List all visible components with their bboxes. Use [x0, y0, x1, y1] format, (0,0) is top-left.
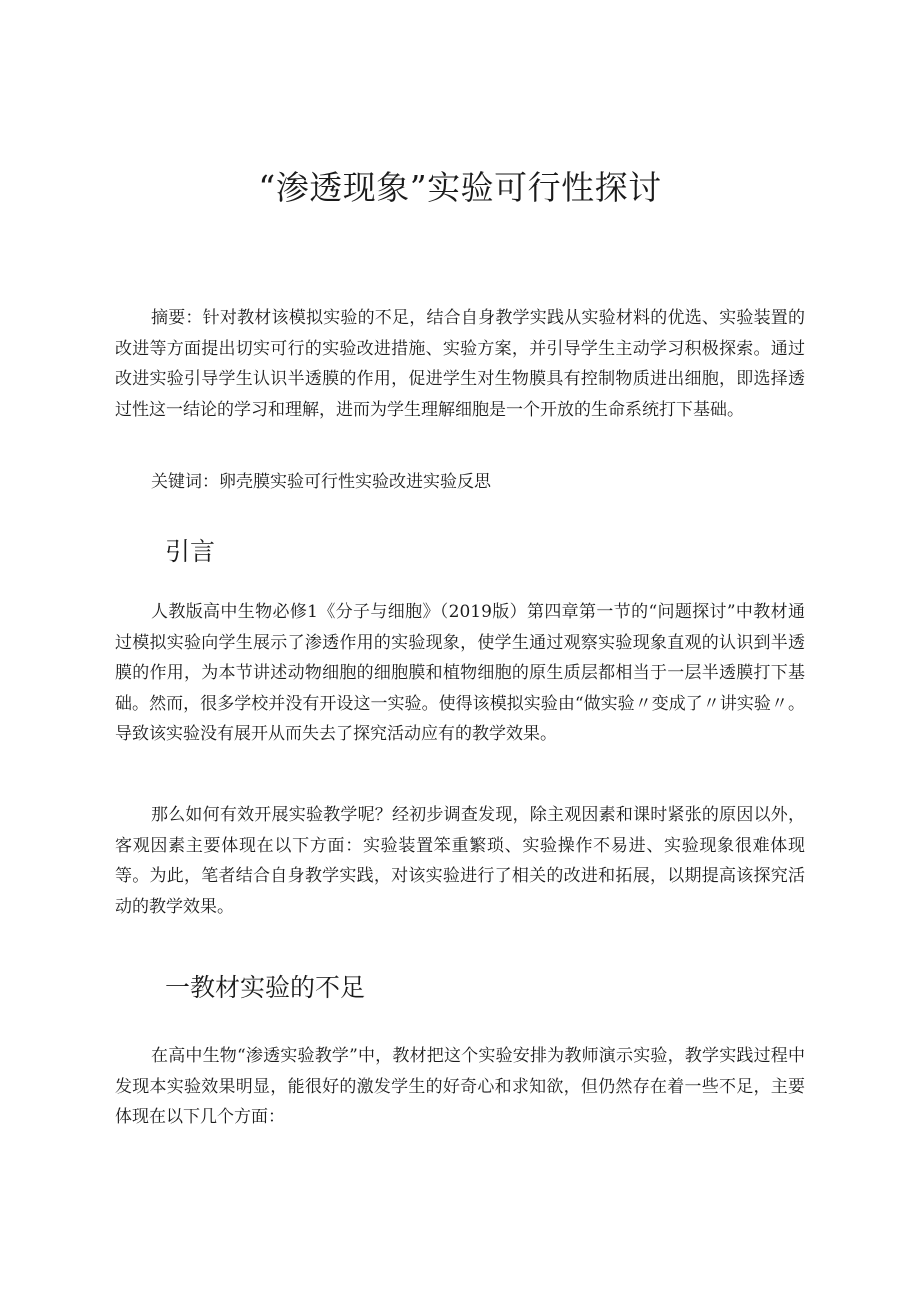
- section-heading-introduction: 引言: [165, 537, 216, 566]
- keywords-line: 关键词：卵壳膜实验可行性实验改进实验反思: [151, 472, 491, 492]
- introduction-paragraph-1: 人教版高中生物必修1《分子与细胞》（2019版）第四章第一节的“问题探讨”中教材通过模拟实验向学生展示了渗透作用的实验现象，使学生通过观察实验现象直观的认识到半透膜的作用，为本节讲述动物细胞的细胞膜和植物细胞的原生质层都相当于一层半透膜打下基础。然而，很多学校并没有开设这一实验。使得该模拟实验由“做实验〃变成了〃讲实验〃。导致该实验没有展开从而失去了探究活动应有的教学效果。: [115, 602, 805, 744]
- section-heading-shortcomings: 一教材实验的不足: [165, 973, 366, 1002]
- abstract-paragraph: 摘要：针对教材该模拟实验的不足，结合自身教学实践从实验材料的优选、实验装置的改进等方面提出切实可行的实验改进措施、实验方案，并引导学生主动学习积极探索。通过改进实验引导学生认识半透膜的作用，促进学生对生物膜具有控制物质进出细胞，即选择透过性这一结论的学习和理解，进而为学生理解细胞是一个开放的生命系统打下基础。: [115, 308, 805, 420]
- introduction-paragraph-2: 那么如何有效开展实验教学呢？经初步调查发现，除主观因素和课时紧张的原因以外，客观因素主要体现在以下方面：实验装置笨重繁琐、实验操作不易进、实验现象很难体现等。为此，笔者结合自身教学实践，对该实验进行了相关的改进和拓展，以期提高该探究活动的教学效果。: [115, 805, 805, 917]
- document-title: “渗透现象”实验可行性探讨: [258, 168, 662, 207]
- shortcomings-paragraph-1: 在高中生物“渗透实验教学”中，教材把这个实验安排为教师演示实验，教学实践过程中发现本实验效果明显，能很好的激发学生的好奇心和求知欲，但仍然存在着一些不足，主要体现在以下几个方面：: [115, 1046, 805, 1127]
